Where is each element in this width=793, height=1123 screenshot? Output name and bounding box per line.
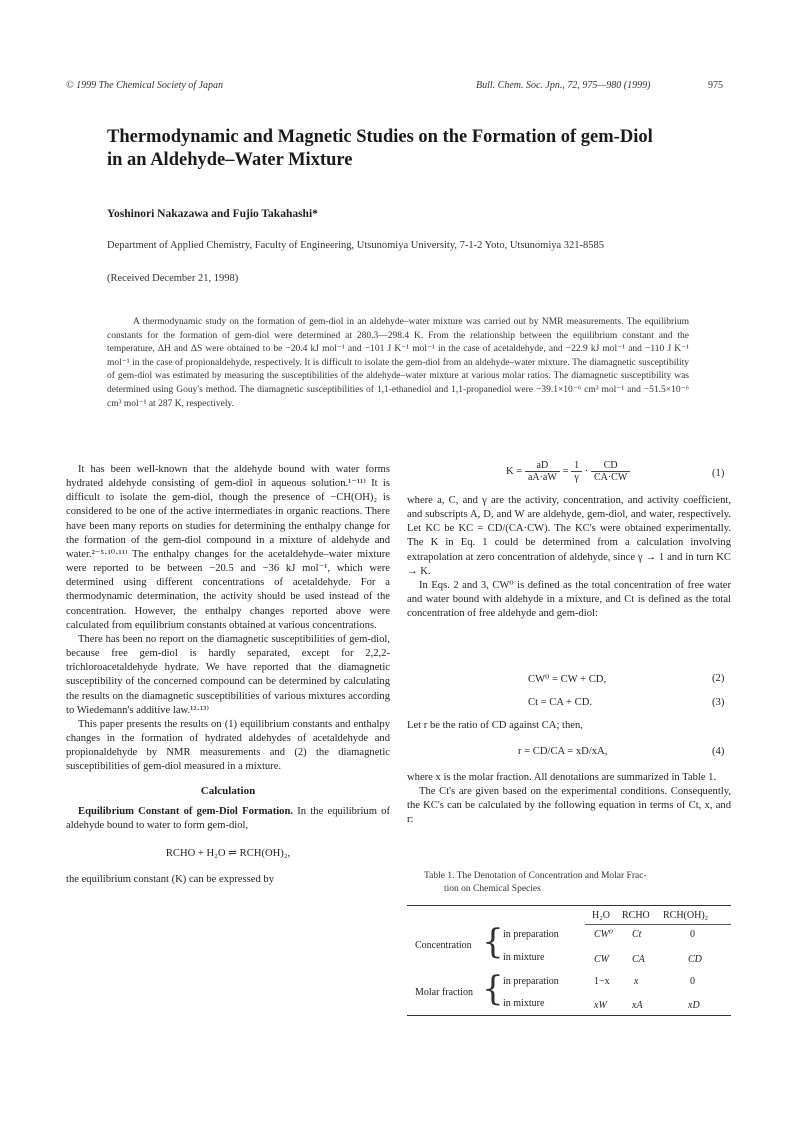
table-cell: Ct (632, 929, 642, 940)
authors: Yoshinori Nakazawa and Fujio Takahashi* (107, 208, 318, 220)
title-line-1: Thermodynamic and Magnetic Studies on the Formation of gem-Diol (107, 127, 653, 147)
intro-paragraph-3: This paper presents the results on (1) equilibrium constants and enthalpy changes in the formation of hydrated aldehydes of acetaldehyde and propionaldehyde by NMR measurements and (2) the diamagnetic susceptibilities of gem-diol measured in a mixture. (66, 718, 390, 773)
eq1-fraction-gamma (571, 460, 582, 483)
eq1-lhs: K = (506, 465, 523, 477)
ratio-text: Let r be the ratio of CD against CA; then, (407, 720, 583, 731)
kc-calculation-paragraph: The Ct's are given based on the experimental conditions. Consequently, the KC's can be calculated by the following equation in terms of Ct, x, and r: (407, 786, 731, 826)
eq1-conc-denominator: CA·CW (593, 472, 628, 483)
eq1-equals: = (562, 465, 569, 477)
right-column-text-1 (407, 494, 731, 621)
eq1-gamma-numerator: 1 (571, 460, 582, 472)
eq1-fraction-concentration (591, 460, 630, 483)
equation-3: Ct = CA + CD. (528, 697, 593, 708)
equation-4-number: (4) (712, 746, 725, 757)
table-cell: 0 (690, 929, 695, 940)
journal-citation: Bull. Chem. Soc. Jpn., 72, 975—980 (1999) (476, 80, 651, 91)
equation-3-number: (3) (712, 697, 725, 708)
table-caption-line-2: tion on Chemical Species (444, 884, 541, 894)
eq1-dot: · (584, 465, 589, 477)
table-header-diol: RCH(OH)₂ (663, 910, 709, 921)
table-row-sub: in mixture (503, 998, 545, 1009)
table-cell: 1−x (594, 976, 610, 987)
equation-1 (506, 460, 630, 483)
table-header-aldehyde: RCHO (622, 910, 650, 921)
definitions-paragraph: where a, C, and γ are the activity, concentration, and activity coefficient, and subscripts A, D, and W are aldehyde, gem-diol, and water, respectively. Let KC be KC = CD/(CA·CW). The KC's were obtained experimentally. The K in Eq. 1 could be determined from a calculation involving extrapolation at zero concentration of aldehyde, since γ → 1 and in turn KC → K. (407, 495, 731, 577)
intro-paragraph-2: There has been no report on the diamagnetic susceptibilities of gem-diol, because free gem-diol is hardly separated, except for 2,2,2-trichloroacetaldehyde hydrate. We have reported that the diamagnetic susceptibility of the concerned compound can be determined by calculating the results on the diamagnetic susceptibilities of various mixtures according to Wiedemann's additive law.¹²·¹³⁾ (66, 633, 390, 716)
equation-1-number: (1) (712, 468, 725, 479)
paper-title (107, 126, 707, 172)
ratio-paragraph (407, 719, 731, 733)
table-cell: x (634, 976, 639, 987)
equation-2-number: (2) (712, 673, 725, 684)
section-heading-calculation: Calculation (200, 785, 256, 798)
table-caption (424, 870, 724, 896)
subsection-heading: Equilibrium Constant of gem-Diol Formation. (78, 805, 294, 817)
table-cell: CD (688, 954, 702, 965)
table-header-water: H₂O (592, 910, 610, 921)
table-row-sub: in mixture (503, 952, 545, 963)
copyright-line: © 1999 The Chemical Society of Japan (66, 80, 224, 91)
table-row-sub: in preparation (503, 929, 559, 940)
table-header-rule (585, 924, 731, 925)
left-column (66, 463, 390, 887)
table-brace-molar-fraction: { (482, 969, 504, 1009)
table-caption-line-1: Table 1. The Denotation of Concentration and Molar Frac- (424, 871, 647, 881)
molar-fraction-paragraph: where x is the molar fraction. All denotations are summarized in Table 1. (407, 772, 717, 783)
table-group-molar-fraction: Molar fraction (415, 987, 474, 998)
eq1-gamma-denominator: γ (574, 472, 579, 483)
table-cell: xD (688, 1000, 700, 1011)
table-group-concentration: Concentration (415, 940, 472, 951)
equation-4: r = CD/CA = xD/xA, (518, 746, 608, 757)
page-number: 975 (708, 80, 723, 91)
abstract: A thermodynamic study on the formation of gem-diol in an aldehyde–water mixture was carried out by NMR measurements. The equilibrium constants for the formation of gem-diol were determined at 280.3—298.4 K. From the relationship between the equilibrium constant and the temperature, ΔH and ΔS were obtained to be −20.4 kJ mol⁻¹ and −101 J K⁻¹ mol⁻¹ in the case of acetaldehyde, and −22.9 kJ mol⁻¹ and −110 J K⁻¹ mol⁻¹ in the case of propionaldehyde, respectively. It is difficult to isolate the gem-diol from an aldehyde–water mixture. The diamagnetic susceptibility of gem-diol was estimated by measuring the susceptibilities of the aldehyde–water mixture at various molar ratios. The diamagnetic susceptibility was determined using Gouy's method. The diamagnetic susceptibilities of 1,1-ethanediol and 1,1-propanediol were −39.1×10⁻⁶ cm³ mol⁻¹ and −51.5×10⁻⁶ cm³ mol⁻¹ at 287 K, respectively. (107, 317, 689, 409)
table-cell: xA (632, 1000, 643, 1011)
concentration-definition-paragraph: In Eqs. 2 and 3, CW⁰ is defined as the total concentration of free water and water bound with aldehyde in a mixture, and Ct is defined as the total concentration of free aldehyde and gem-diol: (407, 579, 731, 620)
affiliation: Department of Applied Chemistry, Faculty of Engineering, Utsunomiya University, 7-1-2 Yoto, Utsunomiya 321-8585 (107, 240, 605, 251)
reaction-equation: RCHO + H₂O ⇌ RCH(OH)₂, (165, 847, 291, 859)
table-brace-concentration: { (482, 922, 504, 962)
table-top-rule (407, 905, 731, 906)
eq1-denominator: aA·aW (527, 472, 557, 483)
table-cell: 0 (690, 976, 695, 987)
received-date: (Received December 21, 1998) (107, 273, 239, 284)
equilibrium-constant-paragraph: the equilibrium constant (K) can be expressed by (66, 874, 274, 886)
eq1-numerator: aD (525, 460, 560, 472)
table-cell: CW⁰ (594, 929, 614, 940)
table-row-sub: in preparation (503, 976, 559, 987)
title-line-2: in an Aldehyde–Water Mixture (107, 150, 353, 170)
table-cell: CA (632, 954, 645, 965)
right-column-text-2 (407, 771, 731, 828)
table-bottom-rule (407, 1015, 731, 1016)
table-cell: xW (594, 1000, 607, 1011)
eq1-fraction-activity (525, 460, 560, 483)
table-cell: CW (594, 954, 609, 965)
equation-2: CW⁰ = CW + CD, (528, 674, 607, 685)
equilibrium-paragraph: In the equilibrium of aldehyde bound to water to form gem-diol, (66, 805, 391, 831)
eq1-conc-numerator: CD (591, 460, 630, 472)
intro-paragraph-1: It has been well-known that the aldehyde bound with water forms hydrated aldehyde consisting of gem-diol in aqueous solution.¹⁻¹¹⁾ It is difficult to isolate the gem-diol, though the presence of −CH(OH)₂ is considered to be one of the active intermediates in organic reactions. There have been many reports on studies for determining the enthalpy change for the formation of the gem-diol compound in a mixture of aldehyde and water.²⁻⁵·¹⁰·¹¹⁾ The enthalpy changes for the acetaldehyde–water mixture were reported to be between −20.5 and −36 kJ mol⁻¹, which were determined using different concentrations of acetaldehyde. For a thermodynamic determination, the activity should be used instead of the concentration. However, the enthalpy changes reported above were calculated from equilibrium constants obtained at various concentrations. (66, 464, 390, 631)
